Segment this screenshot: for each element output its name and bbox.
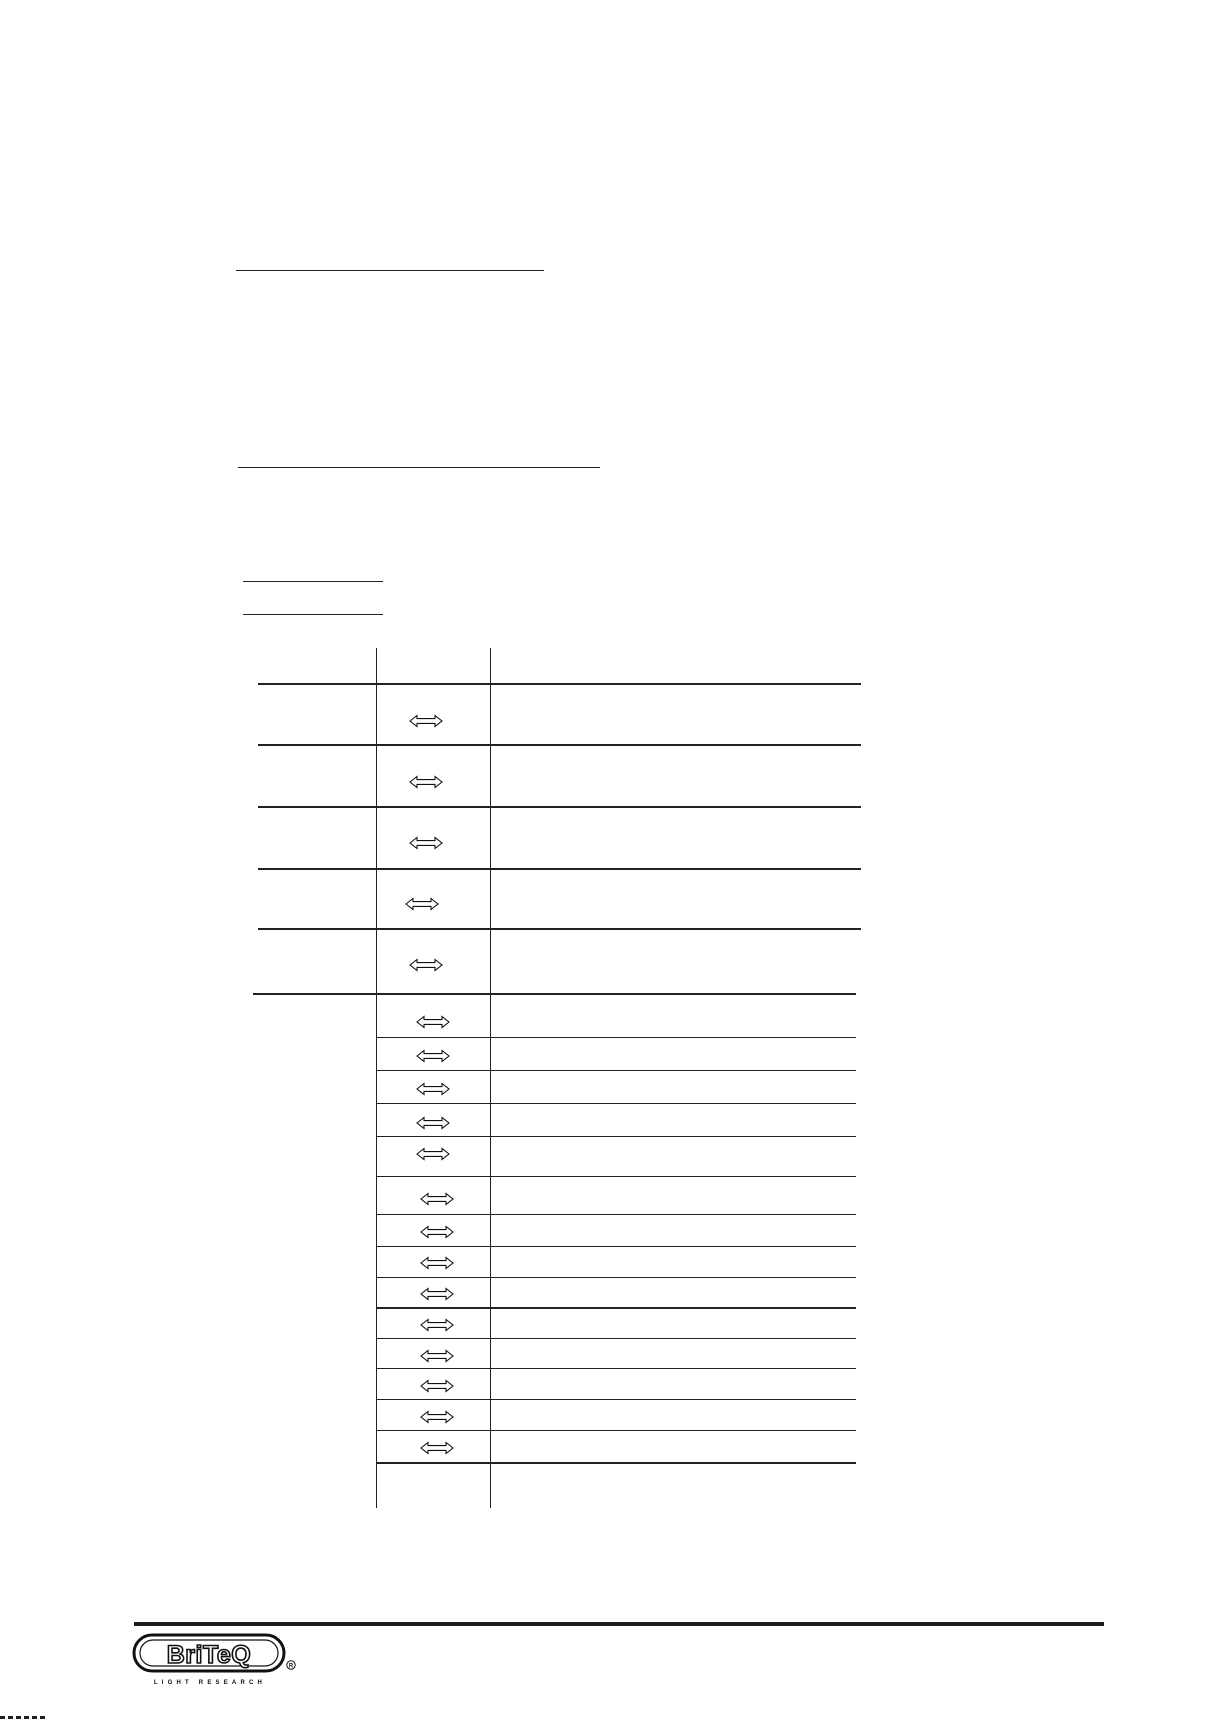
double-arrow-icon xyxy=(405,897,439,911)
brand-logo xyxy=(132,1632,300,1690)
table-row-rule xyxy=(376,1430,856,1431)
section-heading-underline xyxy=(236,270,544,271)
double-arrow-icon xyxy=(420,1441,454,1455)
double-arrow-icon xyxy=(416,1015,450,1029)
page-edge-marks xyxy=(0,1716,46,1719)
double-arrow-icon xyxy=(416,1147,450,1161)
table-row-rule xyxy=(376,1307,856,1309)
double-arrow-icon xyxy=(420,1318,454,1332)
double-arrow-icon xyxy=(416,1049,450,1063)
svg-text:R: R xyxy=(288,1663,294,1670)
table-row-rule xyxy=(376,1246,856,1247)
double-arrow-icon xyxy=(420,1379,454,1393)
subheading-underline xyxy=(243,614,383,615)
table-row-rule xyxy=(376,1103,856,1104)
svg-text:LIGHT RESEARCH: LIGHT RESEARCH xyxy=(153,1680,267,1686)
table-row-rule xyxy=(258,806,861,808)
double-arrow-icon xyxy=(409,714,443,728)
table-column-divider xyxy=(490,648,491,1508)
section-heading-underline xyxy=(238,467,600,468)
table-row-rule xyxy=(258,928,861,930)
double-arrow-icon xyxy=(409,836,443,850)
double-arrow-icon xyxy=(409,958,443,972)
double-arrow-icon xyxy=(420,1225,454,1239)
table-row-rule xyxy=(376,1338,856,1339)
double-arrow-icon xyxy=(416,1082,450,1096)
table-row-rule xyxy=(253,993,856,995)
table-row-rule xyxy=(258,683,861,685)
table-row-rule xyxy=(376,1368,856,1369)
double-arrow-icon xyxy=(409,775,443,789)
table-row-rule xyxy=(376,1176,856,1177)
table-row-rule xyxy=(258,868,861,870)
table-row-rule xyxy=(376,1214,856,1215)
table-row-rule xyxy=(376,1277,856,1278)
double-arrow-icon xyxy=(420,1349,454,1363)
double-arrow-icon xyxy=(420,1410,454,1424)
table-row-rule xyxy=(258,744,861,746)
footer-rule xyxy=(134,1622,1104,1626)
table-row-rule xyxy=(376,1399,856,1400)
double-arrow-icon xyxy=(420,1192,454,1206)
subheading-underline xyxy=(243,581,383,582)
table-row-rule xyxy=(376,1462,856,1464)
svg-text:BriTeQ: BriTeQ xyxy=(166,1641,252,1669)
double-arrow-icon xyxy=(420,1256,454,1270)
double-arrow-icon xyxy=(420,1287,454,1301)
double-arrow-icon xyxy=(416,1116,450,1130)
table-row-rule xyxy=(376,1037,856,1038)
table-row-rule xyxy=(376,1136,856,1137)
table-row-rule xyxy=(376,1070,856,1071)
table-column-divider xyxy=(376,648,377,1508)
